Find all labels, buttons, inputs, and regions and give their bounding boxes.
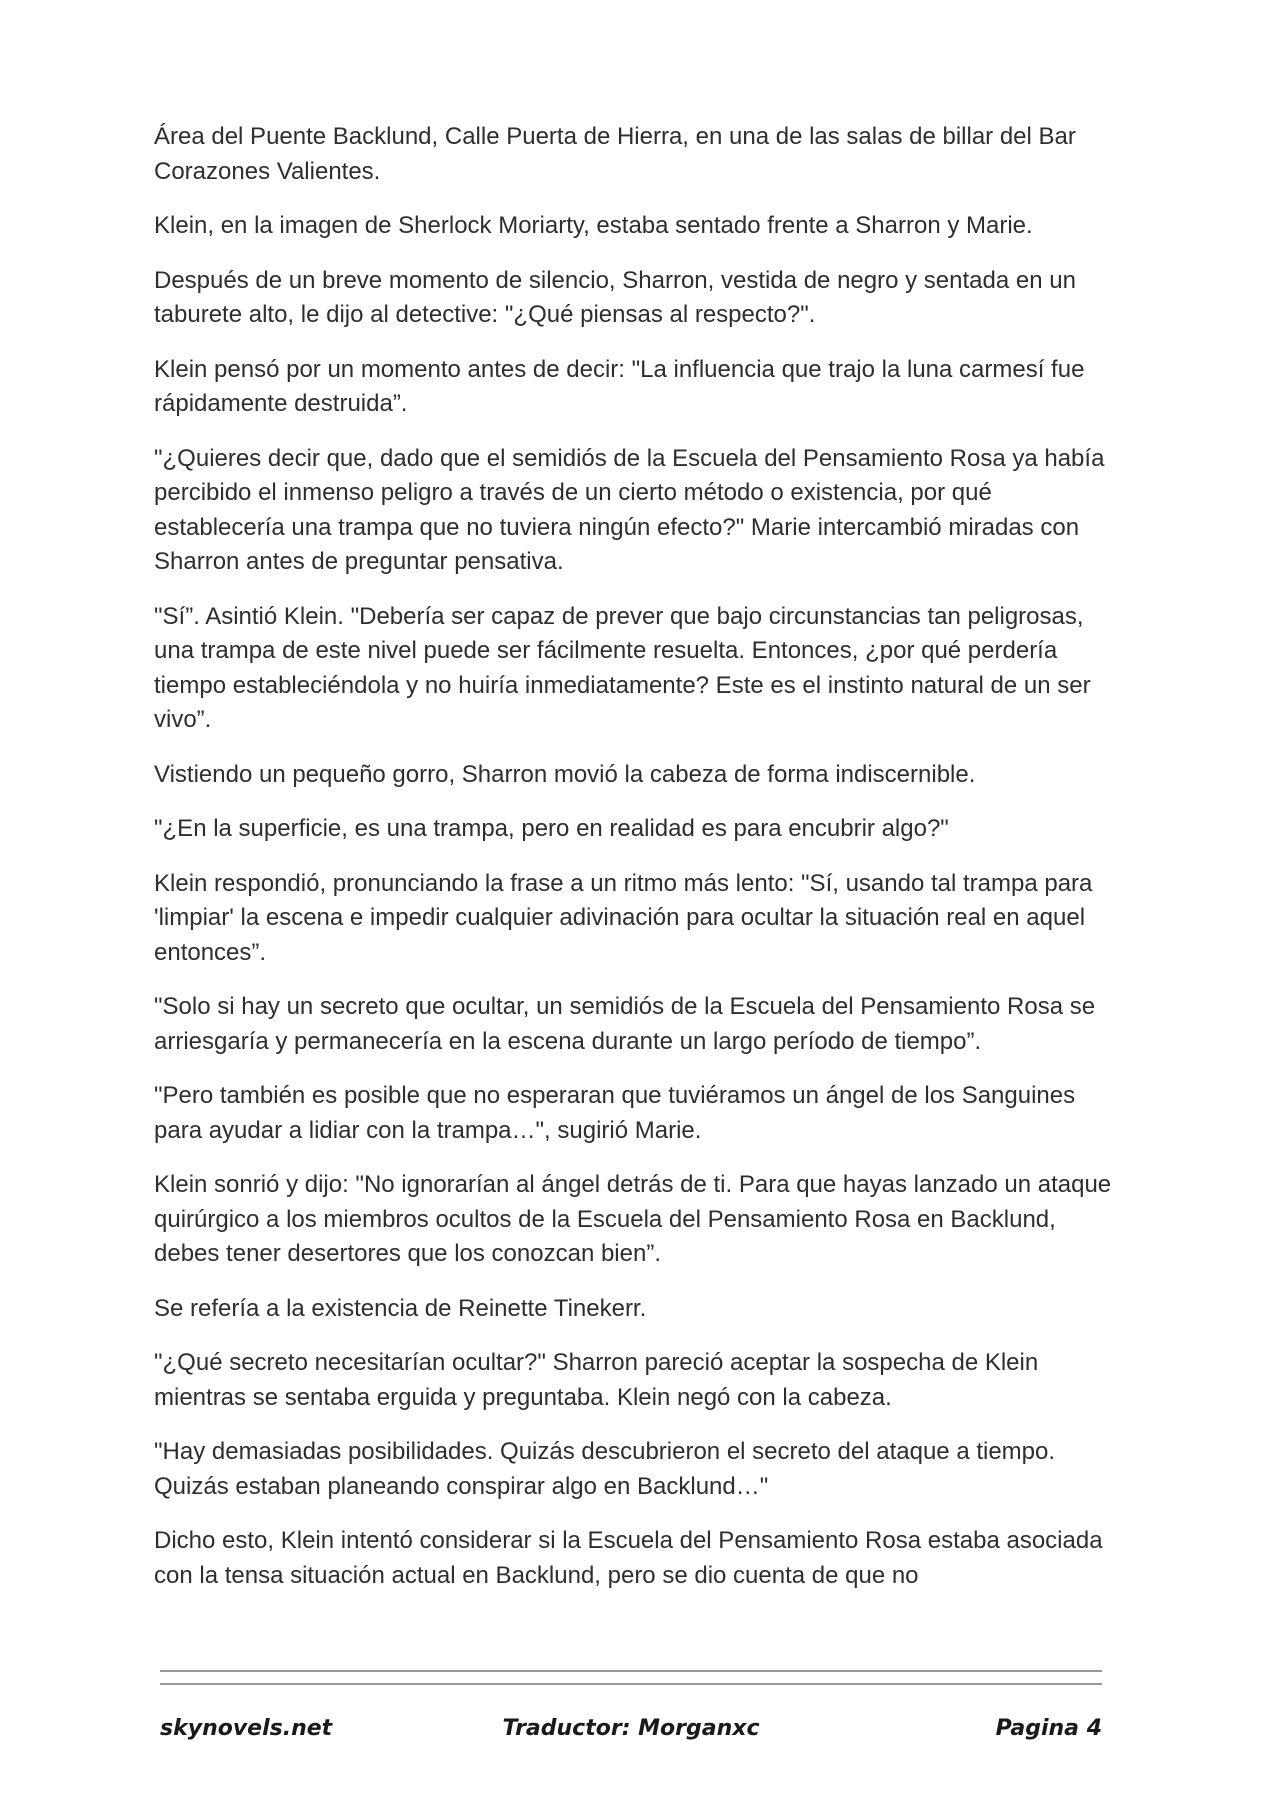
paragraph-13: Se refería a la existencia de Reinette Tinekerr.	[154, 1294, 647, 1322]
paragraph-2: Klein, en la imagen de Sherlock Moriarty, estaba sentado frente a Sharron y Marie.	[154, 212, 1033, 239]
paragraph-15: "Hay demasiadas posibilidades. Quizás descubrieron el secreto del ataque a tiempo. Quizás estaban planeando conspirar algo en Backlund…"	[154, 1438, 1056, 1500]
paragraph-12: Klein sonrió y dijo: "No ignorarían al ángel detrás de ti. Para que hayas lanzado un ataque quirúrgico a los miembros ocultos de la Escuela del Pensamiento Rosa en Backlund, debes tener desertores que los conozcan bien”.	[154, 1171, 1112, 1267]
paragraph-8: "¿En la superficie, es una trampa, pero en realidad es para encubrir algo?"	[154, 815, 949, 842]
paragraph-6: "Sí”. Asintió Klein. "Debería ser capaz de prever que bajo circunstancias tan peligrosas, una trampa de este nivel puede ser fácilmente resuelta. Entonces, ¿por qué perdería tiempo estableciéndola y no huiría inmediatamente? Este es el instinto natural de un ser vivo”.	[154, 602, 1091, 733]
footer-divider-top	[160, 1670, 1102, 1672]
paragraph-11: "Pero también es posible que no esperaran que tuviéramos un ángel de los Sanguines para ayudar a lidiar con la trampa…", sugirió Marie.	[154, 1082, 1076, 1144]
footer-page-number: Pagina 4	[995, 1716, 1102, 1741]
footer-divider-bottom	[160, 1683, 1102, 1685]
paragraph-4: Klein pensó por un momento antes de decir: "La influencia que trajo la luna carmesí fue rápidamente destruida”.	[154, 355, 1085, 417]
paragraph-10: "Solo si hay un secreto que ocultar, un semidiós de la Escuela del Pensamiento Rosa se arriesgaría y permanecería en la escena durante un largo período de tiempo”.	[154, 993, 1096, 1055]
paragraph-7: Vistiendo un pequeño gorro, Sharron movió la cabeza de forma indiscernible.	[154, 760, 976, 788]
paragraph-9: Klein respondió, pronunciando la frase a un ritmo más lento: "Sí, usando tal trampa para 'limpiar' la escena e impedir cualquier adivinación para ocultar la situación real en aquel entonces”.	[154, 869, 1093, 966]
body-text	[154, 120, 1122, 1613]
footer-site: skynovels.net	[160, 1716, 333, 1741]
paragraph-1: Área del Puente Backlund, Calle Puerta de Hierra, en una de las salas de billar del Bar Corazones Valientes.	[154, 123, 1076, 185]
paragraph-14: "¿Qué secreto necesitarían ocultar?" Sharron pareció aceptar la sospecha de Klein mientras se sentaba erguida y preguntaba. Klein negó con la cabeza.	[154, 1349, 1039, 1411]
page-footer	[160, 1716, 1102, 1750]
footer-translator: Traductor: Morganxc	[502, 1716, 760, 1741]
paragraph-3: Después de un breve momento de silencio, Sharron, vestida de negro y sentada en un taburete alto, le dijo al detective: "¿Qué piensas al respecto?".	[154, 266, 1076, 328]
paragraph-16: Dicho esto, Klein intentó considerar si la Escuela del Pensamiento Rosa estaba asociada con la tensa situación actual en Backlund, pero se dio cuenta de que no	[154, 1527, 1103, 1589]
paragraph-5: "¿Quieres decir que, dado que el semidiós de la Escuela del Pensamiento Rosa ya había percibido el inmenso peligro a través de un cierto método o existencia, por qué establecería una trampa que no tuviera ningún efecto?" Marie intercambió miradas con Sharron antes de preguntar pensativa.	[154, 444, 1105, 575]
